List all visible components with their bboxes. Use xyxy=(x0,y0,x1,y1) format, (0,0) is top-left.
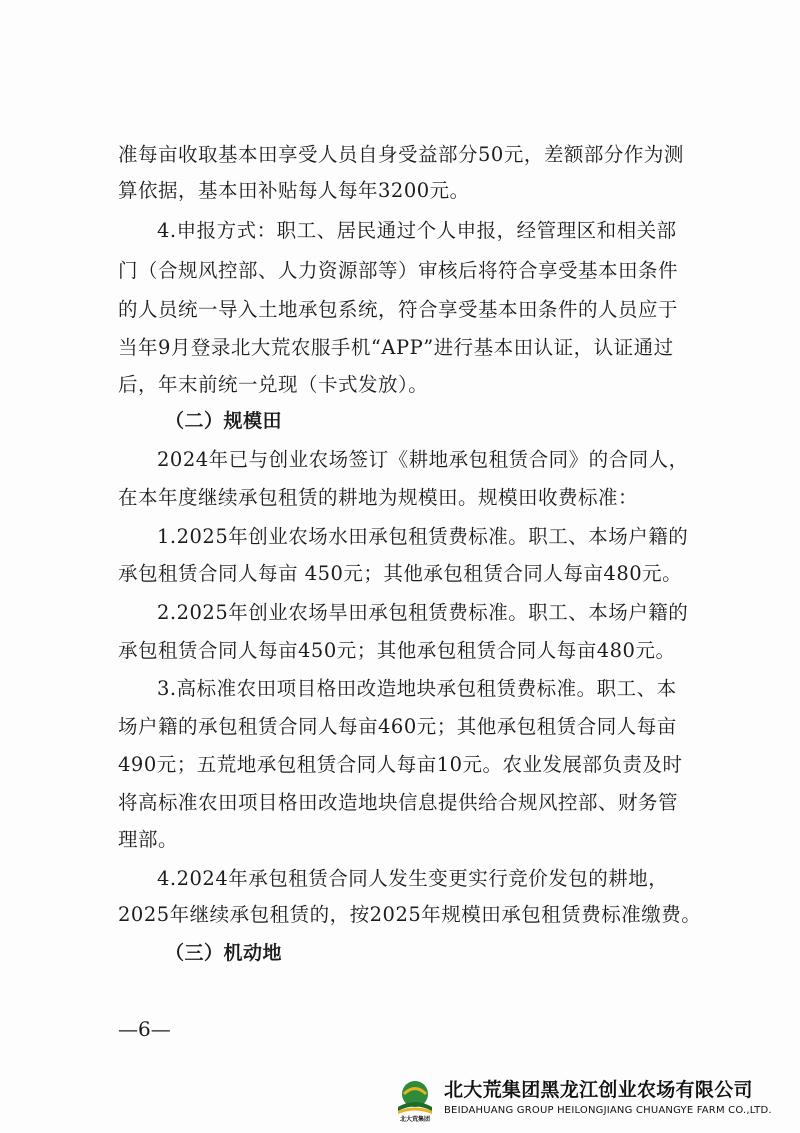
body-text-line: 2025年继续承包租赁的，按2025年规模田承包租赁费标准缴费。 xyxy=(118,903,702,926)
body-text-line: 2024年已与创业农场签订《耕地承包租赁合同》的合同人， xyxy=(157,448,689,471)
body-text-line: 门（合规风控部、人力资源部等）审核后将符合享受基本田条件 xyxy=(118,259,679,282)
body-text-line: 2.2025年创业农场旱田承包租赁费标准。职工、本场户籍的 xyxy=(157,601,689,624)
company-name-english: BEIDAHUANG GROUP HEILONGJIANG CHUANGYE FARM CO.,LTD. xyxy=(444,1105,772,1116)
body-text-line: 490元；五荒地承包租赁合同人每亩10元。农业发展部负责及时 xyxy=(118,753,683,776)
body-text-line: 的人员统一导入土地承包系统，符合享受基本田条件的人员应于 xyxy=(118,298,679,321)
body-text-line: 4.申报方式：职工、居民通过个人申报，经管理区和相关部 xyxy=(157,219,677,242)
body-text-line: 1.2025年创业农场水田承包租赁费标准。职工、本场户籍的 xyxy=(157,525,689,548)
body-text-line: 后，年末前统一兑现（卡式发放）。 xyxy=(118,373,429,396)
body-text-line: 算依据，基本田补贴每人每年3200元。 xyxy=(118,179,470,202)
body-text-line: 在本年度继续承包租赁的耕地为规模田。规模田收费标准： xyxy=(118,486,639,509)
body-text-line: 4.2024年承包租赁合同人发生变更实行竞价发包的耕地， xyxy=(157,867,669,890)
company-logo-icon xyxy=(392,1077,438,1123)
section-heading: （三）机动地 xyxy=(165,942,283,964)
body-text-line: 承包租赁合同人每亩 450元；其他承包租赁合同人每亩480元。 xyxy=(118,562,683,585)
logo-caption: 北大荒集团 xyxy=(399,1116,431,1123)
company-footer xyxy=(388,1075,792,1125)
body-text-line: 理部。 xyxy=(118,828,179,851)
body-text-line: 当年9月登录北大荒农服手机“APP”进行基本田认证，认证通过 xyxy=(118,336,674,359)
section-heading: （二）规模田 xyxy=(165,410,283,432)
page-number: —6— xyxy=(118,1017,171,1041)
body-text-line: 场户籍的承包租赁合同人每亩460元；其他承包租赁合同人每亩 xyxy=(118,715,677,738)
body-text-line: 3.高标准农田项目格田改造地块承包租赁费标准。职工、本 xyxy=(157,677,677,700)
body-text-line: 将高标准农田项目格田改造地块信息提供给合规风控部、财务管 xyxy=(118,791,679,814)
body-text-line: 准每亩收取基本田享受人员自身受益部分50元，差额部分作为测 xyxy=(118,143,684,166)
body-text-line: 承包租赁合同人每亩450元；其他承包租赁合同人每亩480元。 xyxy=(118,639,676,662)
company-name-chinese: 北大荒集团黑龙江创业农场有限公司 xyxy=(444,1079,753,1101)
